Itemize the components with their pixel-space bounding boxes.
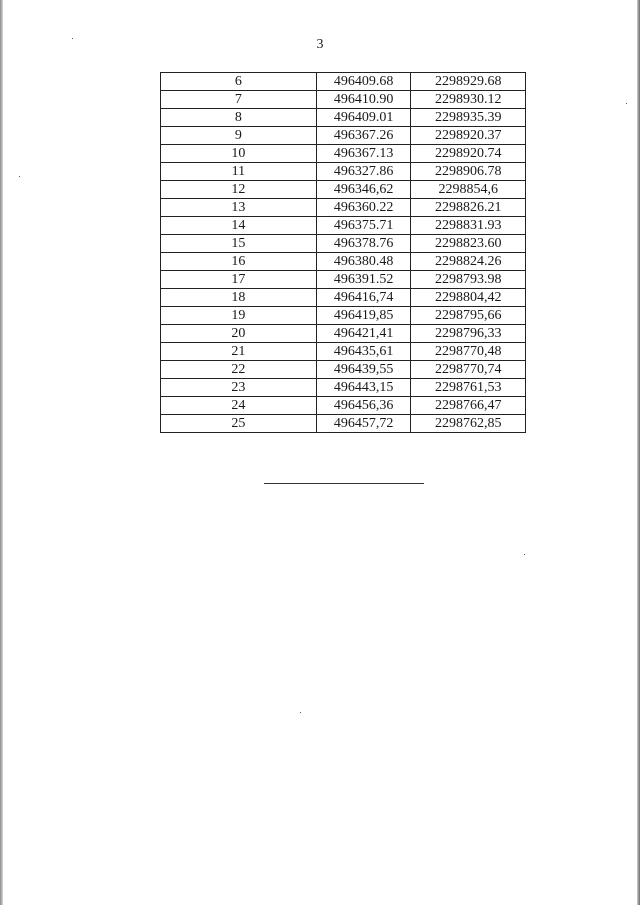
- y-coordinate-cell: 2298823.60: [411, 235, 526, 253]
- end-divider-line: [264, 483, 424, 484]
- y-coordinate-cell: 2298770,74: [411, 361, 526, 379]
- point-number-cell: 18: [161, 289, 317, 307]
- point-number-cell: 6: [161, 73, 317, 91]
- y-coordinate-cell: 2298796,33: [411, 325, 526, 343]
- y-coordinate-cell: 2298793.98: [411, 271, 526, 289]
- y-coordinate-cell: 2298761,53: [411, 379, 526, 397]
- scan-speck: [626, 103, 627, 104]
- point-number-cell: 7: [161, 91, 317, 109]
- table-row: [161, 109, 526, 127]
- point-number-cell: 17: [161, 271, 317, 289]
- x-coordinate-cell: 496360.22: [316, 199, 411, 217]
- point-number-cell: 21: [161, 343, 317, 361]
- y-coordinate-cell: 2298804,42: [411, 289, 526, 307]
- table-row: [161, 361, 526, 379]
- point-number-cell: 14: [161, 217, 317, 235]
- x-coordinate-cell: 496439,55: [316, 361, 411, 379]
- x-coordinate-cell: 496346,62: [316, 181, 411, 199]
- y-coordinate-cell: 2298929.68: [411, 73, 526, 91]
- point-number-cell: 20: [161, 325, 317, 343]
- y-coordinate-cell: 2298795,66: [411, 307, 526, 325]
- table-row: [161, 415, 526, 433]
- point-number-cell: 19: [161, 307, 317, 325]
- y-coordinate-cell: 2298854,6: [411, 181, 526, 199]
- scan-speck: [19, 176, 20, 177]
- y-coordinate-cell: 2298935.39: [411, 109, 526, 127]
- table-row: [161, 181, 526, 199]
- x-coordinate-cell: 496421,41: [316, 325, 411, 343]
- point-number-cell: 15: [161, 235, 317, 253]
- coordinates-table: [160, 72, 526, 433]
- x-coordinate-cell: 496435,61: [316, 343, 411, 361]
- page-number: 3: [316, 37, 324, 52]
- table-row: [161, 163, 526, 181]
- point-number-cell: 10: [161, 145, 317, 163]
- point-number-cell: 16: [161, 253, 317, 271]
- y-coordinate-cell: 2298930.12: [411, 91, 526, 109]
- x-coordinate-cell: 496391.52: [316, 271, 411, 289]
- point-number-cell: 12: [161, 181, 317, 199]
- point-number-cell: 25: [161, 415, 317, 433]
- x-coordinate-cell: 496457,72: [316, 415, 411, 433]
- table-row: [161, 217, 526, 235]
- x-coordinate-cell: 496456,36: [316, 397, 411, 415]
- x-coordinate-cell: 496378.76: [316, 235, 411, 253]
- scan-edge-left: [0, 0, 3, 905]
- scan-speck: [524, 554, 525, 555]
- x-coordinate-cell: 496367.13: [316, 145, 411, 163]
- table-row: [161, 307, 526, 325]
- scan-speck: [300, 712, 301, 713]
- x-coordinate-cell: 496410.90: [316, 91, 411, 109]
- point-number-cell: 9: [161, 127, 317, 145]
- x-coordinate-cell: 496409.01: [316, 109, 411, 127]
- table-row: [161, 325, 526, 343]
- y-coordinate-cell: 2298766,47: [411, 397, 526, 415]
- y-coordinate-cell: 2298824.26: [411, 253, 526, 271]
- y-coordinate-cell: 2298920.37: [411, 127, 526, 145]
- table-row: [161, 145, 526, 163]
- table-row: [161, 199, 526, 217]
- table-row: [161, 127, 526, 145]
- table-row: [161, 289, 526, 307]
- point-number-cell: 23: [161, 379, 317, 397]
- table-row: [161, 397, 526, 415]
- table-row: [161, 235, 526, 253]
- x-coordinate-cell: 496367.26: [316, 127, 411, 145]
- point-number-cell: 24: [161, 397, 317, 415]
- table-row: [161, 343, 526, 361]
- table-row: [161, 73, 526, 91]
- x-coordinate-cell: 496380.48: [316, 253, 411, 271]
- x-coordinate-cell: 496327.86: [316, 163, 411, 181]
- coordinates-table-body: [161, 73, 526, 433]
- x-coordinate-cell: 496419,85: [316, 307, 411, 325]
- x-coordinate-cell: 496416,74: [316, 289, 411, 307]
- y-coordinate-cell: 2298920.74: [411, 145, 526, 163]
- y-coordinate-cell: 2298831.93: [411, 217, 526, 235]
- y-coordinate-cell: 2298906.78: [411, 163, 526, 181]
- scan-speck: [72, 38, 73, 39]
- point-number-cell: 22: [161, 361, 317, 379]
- table-row: [161, 271, 526, 289]
- x-coordinate-cell: 496375.71: [316, 217, 411, 235]
- x-coordinate-cell: 496443,15: [316, 379, 411, 397]
- table-row: [161, 91, 526, 109]
- table-row: [161, 253, 526, 271]
- table-row: [161, 379, 526, 397]
- point-number-cell: 8: [161, 109, 317, 127]
- y-coordinate-cell: 2298770,48: [411, 343, 526, 361]
- y-coordinate-cell: 2298762,85: [411, 415, 526, 433]
- y-coordinate-cell: 2298826.21: [411, 199, 526, 217]
- point-number-cell: 11: [161, 163, 317, 181]
- x-coordinate-cell: 496409.68: [316, 73, 411, 91]
- point-number-cell: 13: [161, 199, 317, 217]
